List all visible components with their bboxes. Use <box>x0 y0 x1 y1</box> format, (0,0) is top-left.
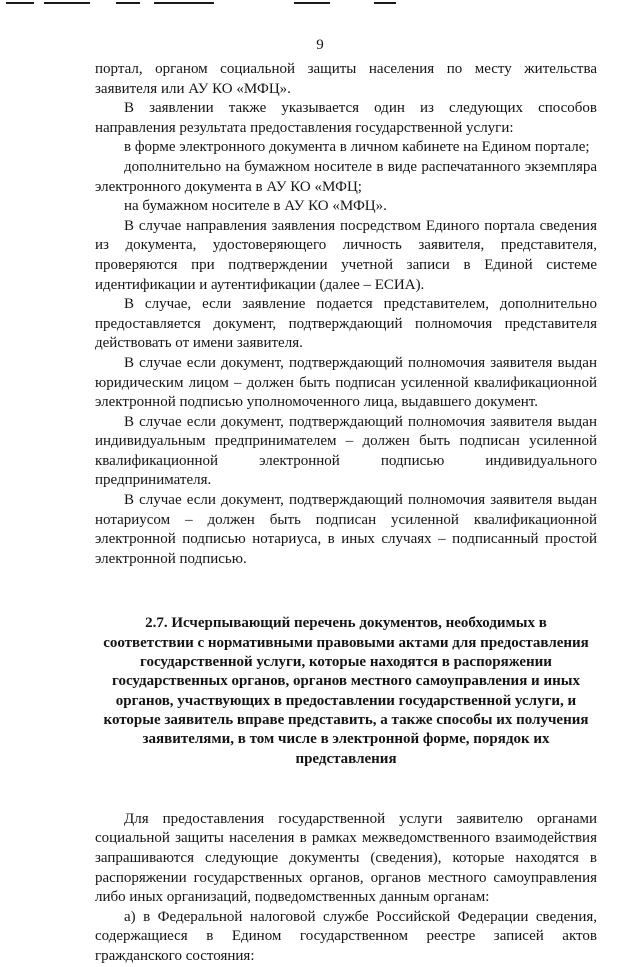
top-edge-rule <box>154 2 214 4</box>
list-item: дополнительно на бумажном носителе в виде распечатанного экземпляра электронного документа в АУ КО «МФЦ; <box>95 158 597 195</box>
paragraph: В случае если документ, подтверждающий полномочия заявителя выдан юридическим лицом – должен быть подписан усиленной квалификационной электронной подписью уполномоченного лица, выдавшего документ. <box>95 354 597 411</box>
top-edge-rule <box>116 2 140 4</box>
paragraph: В случае, если заявление подается представителем, дополнительно предоставляется документ, подтверждающий полномочия представителя действовать от имени заявителя. <box>95 296 597 352</box>
paragraph: а) в Федеральной налоговой службе Российской Федерации сведения, содержащиеся в Едином государственном реестре записей актов гражданского состояния: <box>95 908 597 964</box>
top-edge-rule <box>44 2 90 4</box>
paragraph: В случае направления заявления посредством Единого портала сведения из документа, удостоверяющего личность заявителя, представителя, проверяются при подтверждении учетной записи в Единой системе идентификации и аутентификации (далее – ЕСИА). <box>95 217 597 293</box>
list-item: в форме электронного документа в личном кабинете на Едином портале; <box>124 139 590 156</box>
document-body <box>95 60 597 967</box>
list-item: на бумажном носителе в АУ КО «МФЦ». <box>124 198 387 215</box>
top-edge-rule <box>374 2 396 4</box>
top-edge-rule <box>6 2 34 4</box>
section-heading: 2.7. Исчерпывающий перечень документов, необходимых в соответствии с нормативными правовыми актами для предоставления государственной услуги, которые находятся в распоряжении государственных органов, органов местного самоуправления и иных органов, участвующих в предоставлении государственной услуги, и которые заявитель вправе представить, а также способы их получения заявителями, в том числе в электронной форме, порядок их представления <box>103 615 589 767</box>
top-edge-rule <box>294 2 330 4</box>
paragraph: Для предоставления государственной услуги заявителю органами социальной защиты населения в рамках межведомственного взаимодействия запрашиваются следующие документы (сведения), которые находятся в распоряжении государственных органов, органов местного самоуправления либо иных организаций, подведомственных данным органам: <box>95 810 597 906</box>
page-number: 9 <box>316 37 324 53</box>
paragraph: В случае если документ, подтверждающий полномочия заявителя выдан нотариусом – должен быть подписан усиленной квалификационной электронной подписью нотариуса, в иных случаях – подписанный простой электронной подписью. <box>95 492 597 567</box>
paragraph: портал, органом социальной защиты населения по месту жительства заявителя или АУ КО «МФЦ». <box>95 61 597 97</box>
paragraph: В случае если документ, подтверждающий полномочия заявителя выдан индивидуальным предпринимателем – должен быть подписан усиленной квалификационной электронной подписью индивидуального предпринимателя. <box>95 413 597 489</box>
paragraph: В заявлении также указывается один из следующих способов направления результата предоставления государственной услуги: <box>95 100 597 136</box>
